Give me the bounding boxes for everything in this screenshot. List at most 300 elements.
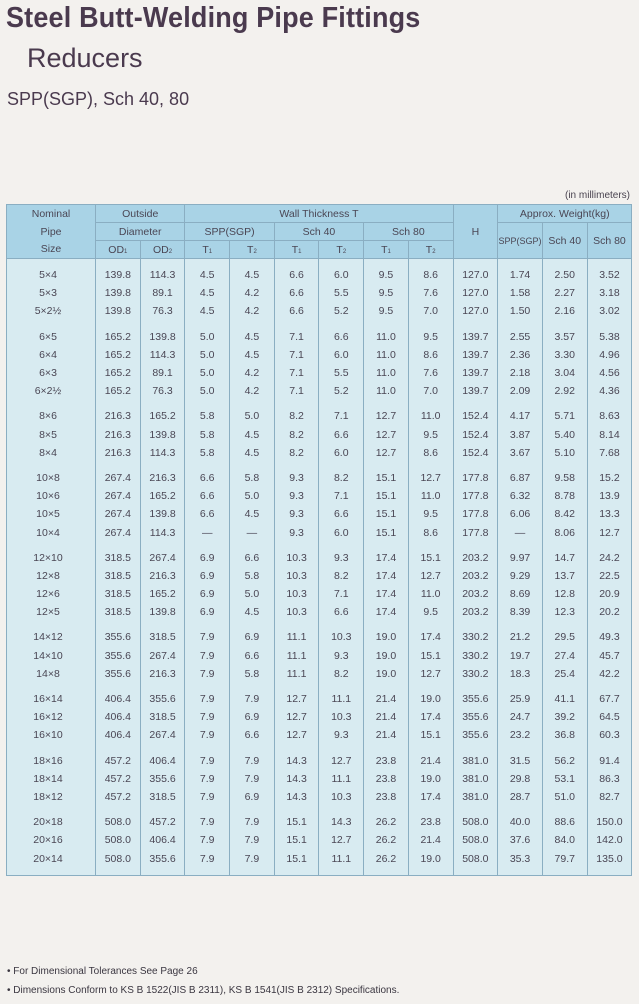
group-spacer xyxy=(7,621,632,628)
value-cell: 28.7 xyxy=(498,788,543,806)
nominal-size-cell: 18×14 xyxy=(7,770,96,788)
value-cell: 1.50 xyxy=(498,302,543,320)
value-cell: 4.2 xyxy=(230,364,275,382)
value-cell: 114.3 xyxy=(140,523,185,541)
value-cell: 165.2 xyxy=(96,382,141,400)
value-cell: 457.2 xyxy=(96,788,141,806)
value-cell: 9.5 xyxy=(364,302,409,320)
value-cell: 4.36 xyxy=(587,382,632,400)
value-cell: 20.2 xyxy=(587,603,632,621)
table-row xyxy=(7,266,632,284)
value-cell: 5.0 xyxy=(185,328,230,346)
value-cell: 9.3 xyxy=(274,487,319,505)
value-cell: 139.8 xyxy=(96,302,141,320)
value-cell: 4.5 xyxy=(230,444,275,462)
value-cell: 26.2 xyxy=(364,813,409,831)
value-cell: 13.3 xyxy=(587,505,632,523)
value-cell: 6.6 xyxy=(185,487,230,505)
value-cell: 7.1 xyxy=(274,328,319,346)
nominal-size-cell: 8×4 xyxy=(7,444,96,462)
value-cell: 4.5 xyxy=(230,266,275,284)
value-cell: 355.6 xyxy=(453,708,498,726)
value-cell: 114.3 xyxy=(140,444,185,462)
value-cell: 26.2 xyxy=(364,831,409,849)
value-cell: 7.0 xyxy=(408,302,453,320)
nominal-size-cell: 6×3 xyxy=(7,364,96,382)
value-cell: 49.3 xyxy=(587,628,632,646)
value-cell: 318.5 xyxy=(96,549,141,567)
value-cell: 318.5 xyxy=(140,628,185,646)
value-cell: 21.4 xyxy=(408,752,453,770)
value-cell: 150.0 xyxy=(587,813,632,831)
value-cell: 29.5 xyxy=(542,628,587,646)
value-cell: 8.42 xyxy=(542,505,587,523)
value-cell: 114.3 xyxy=(140,266,185,284)
nominal-size-cell: 20×18 xyxy=(7,813,96,831)
value-cell: 25.9 xyxy=(498,690,543,708)
nominal-size-cell: 14×8 xyxy=(7,665,96,683)
value-cell: 6.0 xyxy=(319,523,364,541)
value-cell: 12.7 xyxy=(274,726,319,744)
table-row xyxy=(7,284,632,302)
value-cell: 508.0 xyxy=(453,831,498,849)
value-cell: 20.9 xyxy=(587,585,632,603)
nominal-size-cell: 6×2½ xyxy=(7,382,96,400)
value-cell: 318.5 xyxy=(140,708,185,726)
value-cell: 17.4 xyxy=(364,549,409,567)
value-cell: 89.1 xyxy=(140,364,185,382)
value-cell: 4.2 xyxy=(230,382,275,400)
header-sch80-t2: T2 xyxy=(408,241,453,259)
value-cell: 11.1 xyxy=(274,628,319,646)
value-cell: 355.6 xyxy=(140,770,185,788)
table-row xyxy=(7,364,632,382)
value-cell: 165.2 xyxy=(140,407,185,425)
value-cell: 13.9 xyxy=(587,487,632,505)
value-cell: 5.0 xyxy=(230,487,275,505)
nominal-size-cell: 12×5 xyxy=(7,603,96,621)
value-cell: 7.1 xyxy=(274,364,319,382)
value-cell: 17.4 xyxy=(408,788,453,806)
value-cell: 139.8 xyxy=(140,505,185,523)
value-cell: 91.4 xyxy=(587,752,632,770)
spec-line: SPP(SGP), Sch 40, 80 xyxy=(7,89,190,109)
value-cell: 64.5 xyxy=(587,708,632,726)
value-cell: 17.4 xyxy=(364,585,409,603)
value-cell: 60.3 xyxy=(587,726,632,744)
value-cell: 35.3 xyxy=(498,849,543,867)
value-cell: 267.4 xyxy=(96,505,141,523)
value-cell: 267.4 xyxy=(140,647,185,665)
header-spp-t1: T1 xyxy=(185,241,230,259)
value-cell: 5.5 xyxy=(319,284,364,302)
value-cell: 139.8 xyxy=(140,426,185,444)
value-cell: 8.2 xyxy=(319,665,364,683)
value-cell: 4.56 xyxy=(587,364,632,382)
group-spacer xyxy=(7,868,632,876)
value-cell: 7.9 xyxy=(185,665,230,683)
value-cell: 12.7 xyxy=(587,523,632,541)
value-cell: 6.6 xyxy=(319,603,364,621)
value-cell: 23.8 xyxy=(408,813,453,831)
value-cell: 11.0 xyxy=(408,487,453,505)
value-cell: 15.1 xyxy=(274,849,319,867)
value-cell: 17.4 xyxy=(408,708,453,726)
value-cell: 86.3 xyxy=(587,770,632,788)
header-wall-spp: SPP(SGP) xyxy=(185,223,274,241)
nominal-size-cell: 10×8 xyxy=(7,469,96,487)
value-cell: 3.67 xyxy=(498,444,543,462)
table-row xyxy=(7,505,632,523)
value-cell: 6.9 xyxy=(185,549,230,567)
value-cell: 5.8 xyxy=(185,407,230,425)
table-row xyxy=(7,407,632,425)
value-cell: 39.2 xyxy=(542,708,587,726)
value-cell: 318.5 xyxy=(96,567,141,585)
value-cell: 6.32 xyxy=(498,487,543,505)
value-cell: 406.4 xyxy=(140,752,185,770)
value-cell: 7.1 xyxy=(319,407,364,425)
value-cell: 9.5 xyxy=(408,328,453,346)
value-cell: 84.0 xyxy=(542,831,587,849)
value-cell: 9.3 xyxy=(319,647,364,665)
value-cell: 2.92 xyxy=(542,382,587,400)
value-cell: 8.2 xyxy=(274,426,319,444)
value-cell: 5.0 xyxy=(230,585,275,603)
value-cell: 406.4 xyxy=(96,690,141,708)
value-cell: 6.6 xyxy=(230,726,275,744)
value-cell: 19.0 xyxy=(364,647,409,665)
value-cell: 2.36 xyxy=(498,346,543,364)
value-cell: 14.3 xyxy=(274,788,319,806)
nominal-size-cell: 6×4 xyxy=(7,346,96,364)
value-cell: 15.1 xyxy=(274,813,319,831)
value-cell: 216.3 xyxy=(140,567,185,585)
nominal-size-cell: 6×5 xyxy=(7,328,96,346)
value-cell: 8.06 xyxy=(542,523,587,541)
value-cell: — xyxy=(498,523,543,541)
value-cell: 5.8 xyxy=(230,665,275,683)
group-spacer xyxy=(7,745,632,752)
table-row xyxy=(7,346,632,364)
value-cell: 4.5 xyxy=(230,328,275,346)
value-cell: 2.09 xyxy=(498,382,543,400)
nominal-size-cell: 10×4 xyxy=(7,523,96,541)
value-cell: 203.2 xyxy=(453,603,498,621)
value-cell: 4.5 xyxy=(230,426,275,444)
value-cell: 3.18 xyxy=(587,284,632,302)
value-cell: 165.2 xyxy=(96,328,141,346)
header-sch40-t2: T2 xyxy=(319,241,364,259)
value-cell: 7.9 xyxy=(230,849,275,867)
value-cell: 203.2 xyxy=(453,549,498,567)
value-cell: 76.3 xyxy=(140,302,185,320)
table-row xyxy=(7,647,632,665)
value-cell: 355.6 xyxy=(140,849,185,867)
value-cell: 11.0 xyxy=(364,328,409,346)
value-cell: 216.3 xyxy=(140,665,185,683)
value-cell: 216.3 xyxy=(96,407,141,425)
header-wall-sch40: Sch 40 xyxy=(274,223,363,241)
nominal-size-cell: 18×12 xyxy=(7,788,96,806)
value-cell: 216.3 xyxy=(140,469,185,487)
nominal-size-cell: 14×10 xyxy=(7,647,96,665)
value-cell: 318.5 xyxy=(140,788,185,806)
value-cell: 355.6 xyxy=(96,665,141,683)
header-weight: Approx. Weight(kg) xyxy=(498,205,632,223)
value-cell: — xyxy=(185,523,230,541)
table-row xyxy=(7,813,632,831)
value-cell: 4.96 xyxy=(587,346,632,364)
value-cell: 355.6 xyxy=(96,647,141,665)
value-cell: 7.9 xyxy=(230,752,275,770)
group-spacer xyxy=(7,806,632,813)
value-cell: 8.2 xyxy=(274,407,319,425)
value-cell: 9.3 xyxy=(274,523,319,541)
value-cell: 7.9 xyxy=(185,690,230,708)
value-cell: 11.0 xyxy=(408,407,453,425)
value-cell: 3.30 xyxy=(542,346,587,364)
value-cell: 4.5 xyxy=(185,302,230,320)
value-cell: 15.2 xyxy=(587,469,632,487)
value-cell: 381.0 xyxy=(453,770,498,788)
value-cell: 11.1 xyxy=(319,690,364,708)
value-cell: 12.7 xyxy=(364,407,409,425)
value-cell: 508.0 xyxy=(96,813,141,831)
value-cell: 6.6 xyxy=(319,426,364,444)
value-cell: 508.0 xyxy=(96,831,141,849)
value-cell: 36.8 xyxy=(542,726,587,744)
nominal-size-cell: 10×6 xyxy=(7,487,96,505)
value-cell: 19.0 xyxy=(408,770,453,788)
value-cell: 7.1 xyxy=(274,382,319,400)
value-cell: 8.6 xyxy=(408,444,453,462)
value-cell: 216.3 xyxy=(96,426,141,444)
table-row xyxy=(7,770,632,788)
value-cell: 4.2 xyxy=(230,284,275,302)
value-cell: 45.7 xyxy=(587,647,632,665)
unit-note: (in millimeters) xyxy=(565,190,630,201)
value-cell: 21.4 xyxy=(364,708,409,726)
value-cell: 9.5 xyxy=(364,284,409,302)
header-nominal-3: Size xyxy=(7,241,96,259)
value-cell: 139.7 xyxy=(453,382,498,400)
value-cell: 139.7 xyxy=(453,364,498,382)
value-cell: 267.4 xyxy=(96,487,141,505)
nominal-size-cell: 20×16 xyxy=(7,831,96,849)
value-cell: 88.6 xyxy=(542,813,587,831)
value-cell: 12.7 xyxy=(319,752,364,770)
value-cell: 4.5 xyxy=(185,284,230,302)
value-cell: 9.29 xyxy=(498,567,543,585)
value-cell: 21.2 xyxy=(498,628,543,646)
table-row xyxy=(7,603,632,621)
value-cell: 355.6 xyxy=(96,628,141,646)
value-cell: 7.9 xyxy=(230,690,275,708)
value-cell: 15.1 xyxy=(364,487,409,505)
value-cell: 3.02 xyxy=(587,302,632,320)
nominal-size-cell: 12×8 xyxy=(7,567,96,585)
value-cell: 21.4 xyxy=(364,726,409,744)
value-cell: 56.2 xyxy=(542,752,587,770)
value-cell: 17.4 xyxy=(364,567,409,585)
table-row xyxy=(7,444,632,462)
value-cell: 139.8 xyxy=(140,328,185,346)
value-cell: 7.1 xyxy=(319,487,364,505)
value-cell: 5.0 xyxy=(185,364,230,382)
value-cell: 5.0 xyxy=(185,346,230,364)
value-cell: 5.8 xyxy=(230,469,275,487)
value-cell: 6.6 xyxy=(274,266,319,284)
value-cell: 23.8 xyxy=(364,770,409,788)
header-weight-sch40: Sch 40 xyxy=(542,223,587,259)
value-cell: 89.1 xyxy=(140,284,185,302)
value-cell: 15.1 xyxy=(408,726,453,744)
value-cell: 15.1 xyxy=(408,549,453,567)
table-row xyxy=(7,628,632,646)
value-cell: 23.8 xyxy=(364,752,409,770)
value-cell: 177.8 xyxy=(453,487,498,505)
value-cell: 355.6 xyxy=(453,690,498,708)
value-cell: 8.2 xyxy=(319,567,364,585)
nominal-size-cell: 12×10 xyxy=(7,549,96,567)
value-cell: 21.4 xyxy=(408,831,453,849)
value-cell: 6.9 xyxy=(230,788,275,806)
value-cell: 152.4 xyxy=(453,444,498,462)
value-cell: 6.9 xyxy=(230,708,275,726)
value-cell: 12.7 xyxy=(364,426,409,444)
value-cell: 3.04 xyxy=(542,364,587,382)
table-row xyxy=(7,426,632,444)
group-spacer xyxy=(7,321,632,328)
nominal-size-cell: 10×5 xyxy=(7,505,96,523)
value-cell: 1.74 xyxy=(498,266,543,284)
table-row xyxy=(7,328,632,346)
value-cell: 381.0 xyxy=(453,752,498,770)
nominal-size-cell: 16×14 xyxy=(7,690,96,708)
value-cell: 318.5 xyxy=(96,585,141,603)
value-cell: 3.87 xyxy=(498,426,543,444)
value-cell: 9.3 xyxy=(319,726,364,744)
value-cell: 7.9 xyxy=(185,849,230,867)
value-cell: 318.5 xyxy=(96,603,141,621)
value-cell: 53.1 xyxy=(542,770,587,788)
value-cell: 5.0 xyxy=(230,407,275,425)
table-row xyxy=(7,690,632,708)
value-cell: 7.9 xyxy=(230,831,275,849)
value-cell: 7.9 xyxy=(185,726,230,744)
value-cell: 23.8 xyxy=(364,788,409,806)
value-cell: 177.8 xyxy=(453,505,498,523)
table-row xyxy=(7,469,632,487)
value-cell: 139.8 xyxy=(96,284,141,302)
value-cell: 381.0 xyxy=(453,788,498,806)
table-row xyxy=(7,302,632,320)
nominal-size-cell: 8×6 xyxy=(7,407,96,425)
footnote-standards: • Dimensions Conform to KS B 1522(JIS B 2311), KS B 1541(JIS B 2312) Specifications. xyxy=(7,985,400,996)
nominal-size-cell: 12×6 xyxy=(7,585,96,603)
value-cell: 10.3 xyxy=(274,603,319,621)
value-cell: 15.1 xyxy=(364,523,409,541)
value-cell: 152.4 xyxy=(453,426,498,444)
value-cell: 5.38 xyxy=(587,328,632,346)
header-od2: OD2 xyxy=(140,241,185,259)
value-cell: 6.0 xyxy=(319,444,364,462)
value-cell: 457.2 xyxy=(140,813,185,831)
nominal-size-cell: 20×14 xyxy=(7,849,96,867)
value-cell: 6.0 xyxy=(319,266,364,284)
value-cell: 8.2 xyxy=(274,444,319,462)
value-cell: 11.1 xyxy=(274,665,319,683)
value-cell: 18.3 xyxy=(498,665,543,683)
nominal-size-cell: 5×3 xyxy=(7,284,96,302)
value-cell: 355.6 xyxy=(453,726,498,744)
value-cell: 5.71 xyxy=(542,407,587,425)
header-sch40-t1: T1 xyxy=(274,241,319,259)
value-cell: 15.1 xyxy=(364,505,409,523)
value-cell: 6.0 xyxy=(319,346,364,364)
value-cell: 5.5 xyxy=(319,364,364,382)
value-cell: 508.0 xyxy=(453,813,498,831)
footnote-tolerances: • For Dimensional Tolerances See Page 26 xyxy=(7,966,198,977)
value-cell: 330.2 xyxy=(453,665,498,683)
value-cell: 203.2 xyxy=(453,567,498,585)
value-cell: 24.2 xyxy=(587,549,632,567)
value-cell: 10.3 xyxy=(319,788,364,806)
value-cell: 11.1 xyxy=(319,770,364,788)
table-row xyxy=(7,788,632,806)
value-cell: 7.9 xyxy=(185,708,230,726)
value-cell: 6.6 xyxy=(274,302,319,320)
table-row xyxy=(7,831,632,849)
table-row xyxy=(7,523,632,541)
value-cell: 165.2 xyxy=(96,346,141,364)
value-cell: 2.55 xyxy=(498,328,543,346)
value-cell: 1.58 xyxy=(498,284,543,302)
value-cell: 29.8 xyxy=(498,770,543,788)
reducer-dimension-table xyxy=(6,204,632,876)
value-cell: 6.9 xyxy=(230,628,275,646)
value-cell: 6.6 xyxy=(319,505,364,523)
value-cell: 7.9 xyxy=(185,647,230,665)
value-cell: 267.4 xyxy=(140,726,185,744)
value-cell: 6.06 xyxy=(498,505,543,523)
value-cell: 165.2 xyxy=(140,487,185,505)
value-cell: 15.1 xyxy=(274,831,319,849)
table-row xyxy=(7,567,632,585)
value-cell: 2.50 xyxy=(542,266,587,284)
header-spp-t2: T2 xyxy=(230,241,275,259)
value-cell: 11.0 xyxy=(408,585,453,603)
value-cell: 24.7 xyxy=(498,708,543,726)
value-cell: 7.9 xyxy=(185,788,230,806)
value-cell: 25.4 xyxy=(542,665,587,683)
value-cell: 406.4 xyxy=(96,708,141,726)
value-cell: 12.7 xyxy=(319,831,364,849)
value-cell: 12.7 xyxy=(274,708,319,726)
value-cell: 23.2 xyxy=(498,726,543,744)
value-cell: 4.5 xyxy=(185,266,230,284)
value-cell: 11.1 xyxy=(274,647,319,665)
nominal-size-cell: 18×16 xyxy=(7,752,96,770)
value-cell: 3.57 xyxy=(542,328,587,346)
value-cell: 51.0 xyxy=(542,788,587,806)
value-cell: 6.9 xyxy=(185,603,230,621)
header-outside-1: Outside xyxy=(96,205,185,223)
value-cell: 4.5 xyxy=(230,346,275,364)
header-od1: OD1 xyxy=(96,241,141,259)
value-cell: 8.69 xyxy=(498,585,543,603)
